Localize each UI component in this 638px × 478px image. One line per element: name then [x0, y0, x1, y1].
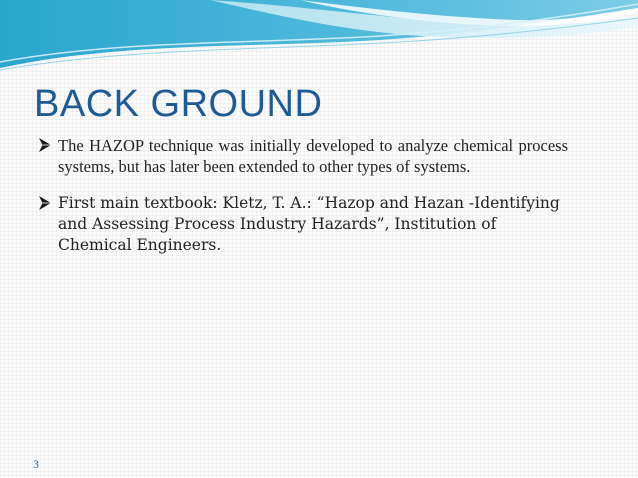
page-number: 3 [33, 457, 39, 471]
bullet-text: The HAZOP technique was initially developed to analyze chemical process systems, but has later been extended to other types of systems. [58, 136, 568, 176]
slide-title: BACK GROUND [34, 83, 323, 125]
arrowhead-check-icon [38, 195, 52, 211]
bullet-list [38, 135, 568, 270]
arrowhead-check-icon [38, 137, 52, 153]
bullet-text: First main textbook: Kletz, T. A.: “Hazop and Hazan -Identifying and Assessing Process Industry Hazards”, Institution of Chemical Engineers. [58, 194, 560, 254]
bullet-item [38, 193, 568, 256]
bullet-item [38, 135, 568, 177]
header-wave-decoration [0, 0, 638, 80]
